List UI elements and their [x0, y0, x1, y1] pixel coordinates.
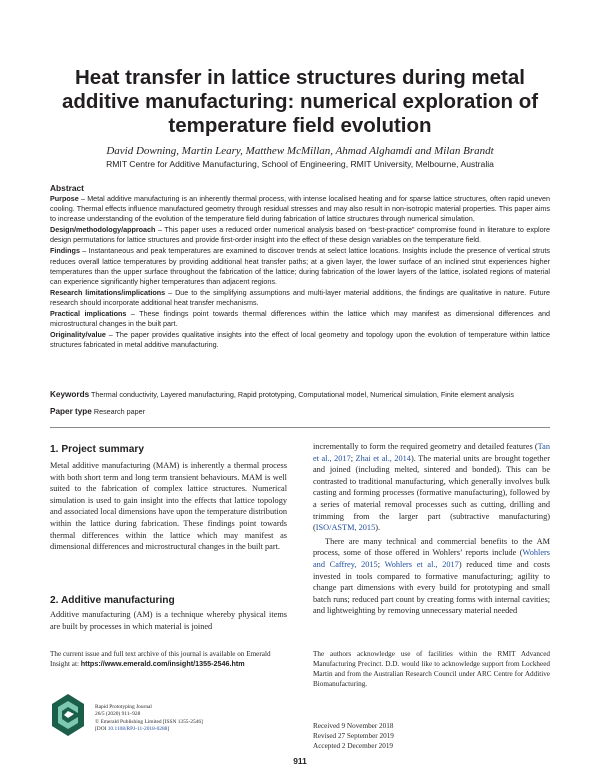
journal-name: Rapid Prototyping Journal	[95, 704, 152, 710]
acknowledgement: The authors acknowledge use of facilities within the RMIT Advanced Manufacturing Precinct. D.D. would like to acknowledge support from Lockheed Martin and from the Australian Research Council under ARC Centre for Additive Biomanufacturing.	[313, 650, 550, 688]
abstract-label: Practical implications	[50, 309, 127, 319]
keywords	[50, 390, 550, 400]
abstract-text: – Metal additive manufacturing is an inherently thermal process, with intense localised heating and for sparse lattice structures, often rapid uneven cooling. Thermal effects influence manufactured geometry through residual stresses and may also result in non-isotropic material properties. This paper aims to increase understanding of the evolution of the temperature field during fabrication of lattice structures through numerical simulation.	[50, 194, 550, 224]
right-column	[313, 441, 550, 617]
abstract-label: Purpose	[50, 194, 79, 203]
abstract-originality	[50, 330, 550, 350]
affiliation: RMIT Centre for Additive Manufacturing, School of Engineering, RMIT University, Melbourne, Australia	[106, 159, 494, 169]
archive-note	[50, 649, 290, 669]
abstract-label: Research limitations/implications	[50, 287, 166, 297]
page-number: 911	[293, 756, 307, 766]
text-run: ).	[375, 523, 381, 533]
doi-link[interactable]: 10.1108/RPJ-11-2018-0288	[107, 726, 168, 733]
abstract-practical	[50, 309, 550, 329]
date-revised: Revised 27 September 2019	[313, 732, 394, 740]
journal-info	[95, 704, 295, 734]
abstract-text: – Due to the simplifying assumptions and multi-layer material additions, the findings are qualitative in nature. Future research should incorporate additional heat transfer mechanisms.	[50, 287, 550, 307]
section-1-paragraph: Metal additive manufacturing (MAM) is inherently a thermal process with both short term and long term transient behaviours. MAM is well suited to the fabrication of complex lattice structures. Numerical simulation is used to gain insight into the effects that lattice topology and associated local dimensions have upon the temperature distribution within the lattice during fabrication. These findings point towards thermal differences within the lattice which may manifest as dimensional differences and microstructural changes in the built part.	[50, 461, 287, 552]
abstract-label: Findings	[50, 246, 80, 256]
archive-url[interactable]: https://www.emerald.com/insight/1355-2546.htm	[80, 659, 245, 668]
abstract-label: Design/methodology/approach	[50, 225, 156, 235]
abstract-design	[50, 225, 550, 245]
date-accepted: Accepted 2 December 2019	[313, 742, 394, 750]
paper-type-text: Research paper	[93, 407, 146, 416]
paper-title: Heat transfer in lattice structures during metal additive manufacturing: numerical exploration of temperature field evolution	[61, 66, 539, 137]
keywords-text: Thermal conductivity, Layered manufacturing, Rapid prototyping, Computational model, Numerical simulation, Finite element analysis	[91, 390, 514, 399]
text-run: ;	[350, 453, 356, 463]
section-2-heading: 2. Additive manufacturing	[50, 595, 175, 606]
citation-link[interactable]: ISO/ASTM, 2015	[315, 523, 376, 533]
section-2-paragraph: Additive manufacturing (AM) is a technique whereby physical items are built by processes in which material is joined	[50, 610, 287, 631]
author-list: David Downing, Martin Leary, Matthew McMillan, Ahmad Alghamdi and Milan Brandt	[106, 145, 494, 157]
abstract-heading: Abstract	[50, 183, 84, 193]
section-divider	[50, 427, 550, 428]
keywords-label: Keywords	[50, 390, 90, 399]
right-paragraph-1	[313, 441, 550, 534]
text-run: ). The material units are brought together and joined (including melted, sintered and bonded). This can be contrasted to traditional manufacturing, which generally involves bulk casting and forming processes (formative manufacturing), followed by a series of material removal processes such as cutting, drilling and trimming from the larger part (subtractive manufacturing) (	[313, 453, 550, 533]
abstract-findings	[50, 246, 550, 286]
abstract-text: – The paper provides qualitative insights into the effect of local geometry and topology upon the evolution of temperature within lattice structures fabricated in metal additive manufacturing.	[50, 330, 550, 350]
citation-link[interactable]: Zhai et al., 2014	[355, 453, 411, 463]
journal-issn: © Emerald Publishing Limited [ISSN 1355-2546]	[95, 718, 203, 725]
journal-volume: 26/5 (2020) 911–928	[95, 711, 141, 718]
text-run: There are many technical and commercial benefits to the AM process, some of those offered in Wohlers’ reports include (	[313, 536, 550, 558]
section-1-heading: 1. Project summary	[50, 444, 144, 455]
section-2-body	[50, 609, 287, 632]
paper-type-label: Paper type	[50, 407, 92, 416]
paper-type	[50, 407, 550, 417]
section-1-body	[50, 460, 287, 553]
abstract-purpose	[50, 194, 550, 224]
abstract-label: Originality/value	[50, 330, 106, 340]
text-run: incrementally to form the required geometry and detailed features (	[313, 442, 538, 451]
abstract-text: – This paper uses a reduced order numerical analysis based on “best-practice” compromise found in literature to explore design permutations for lattice structures and provide first-order insight into the effect of these design variables on the temperature field.	[50, 225, 550, 245]
doi-prefix: [DOI	[95, 726, 108, 733]
archive-note-text: The current issue and full text archive of this journal is available on Emerald Insight at:	[50, 650, 271, 668]
citation-link[interactable]: Tan et al., 2017	[313, 442, 550, 463]
abstract-text: – Instantaneous and peak temperatures are examined to discover trends at select lattice locations. Insights include the presence of vertical struts reduces overall lattice temperatures by providing additional heat transfer paths; at a given layer, the lower surface of an inclined strut experiences higher temperatures than the upper surface throughout the fabrication of the lattice; during fabrication of the lower layers of the lattice, isolated regions of material can experience significantly higher temperatures than adjacent regions.	[50, 246, 550, 286]
abstract-text: – These findings point towards thermal differences within the lattice which may manifest as dimensional differences and microstructural changes in the built part.	[50, 309, 550, 329]
citation-link[interactable]: Wohlers and Caffrey, 2015	[313, 548, 550, 569]
date-received: Received 9 November 2018	[313, 722, 394, 730]
citation-link[interactable]: Wohlers et al., 2017	[384, 559, 459, 569]
right-paragraph-2	[313, 536, 550, 617]
doi-suffix: ]	[167, 726, 170, 733]
emerald-logo-icon	[50, 692, 86, 738]
article-dates	[313, 721, 550, 751]
abstract-block	[50, 183, 550, 351]
text-run: ) reduced time and costs invested in tools compared to formative manufacturing; agility to change part dimensions with every build for prototyping and small batch runs; reduced part count by creating forms with internal cavities; and lightweighting by removing unnecessary material needed	[313, 559, 550, 616]
text-run: ;	[377, 559, 385, 569]
abstract-limitations	[50, 288, 550, 308]
journal-doi	[95, 726, 295, 733]
